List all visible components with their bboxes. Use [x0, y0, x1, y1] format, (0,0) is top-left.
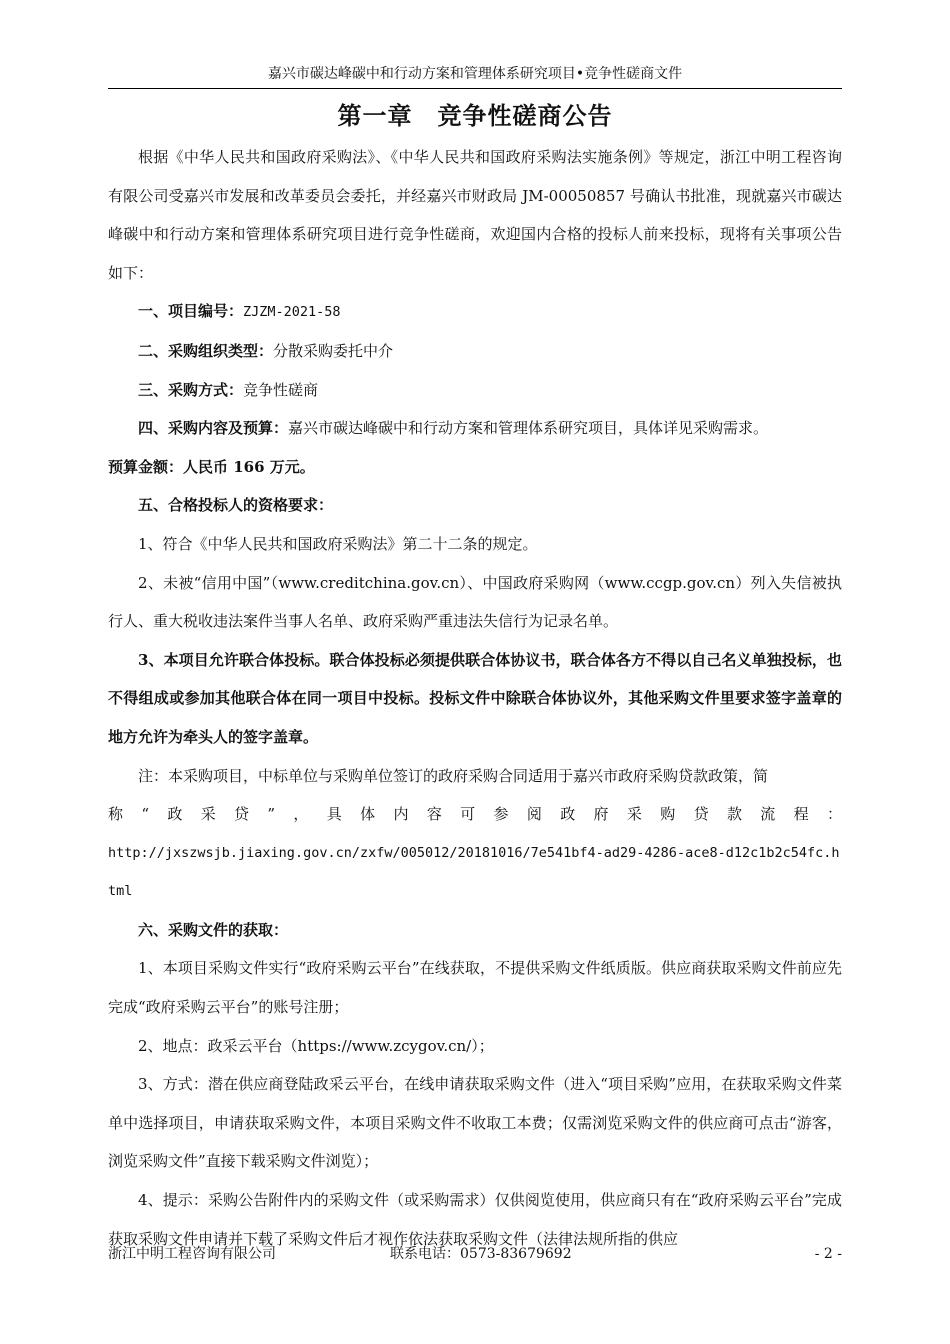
item-label: 一、项目编号： [138, 302, 244, 321]
acquisition-3: 3、方式：潜在供应商登陆政采云平台，在线申请获取采购文件（进入“项目采购”应用，在获取采购文件菜单中选择项目，申请获取采购文件，本项目采购文件不收取工本费；仅需浏览采购文件的供应商可点击“游客，浏览采购文件”直接下载采购文件浏览）； [108, 1075, 842, 1171]
loan-process-url: http://jxszwsjb.jiaxing.gov.cn/zxfw/005012/20181016/7e541bf4-ad29-4286-ace8-d12c1b2c54fc.html [108, 844, 840, 900]
footer-phone: 联系电话：0573-83679692 [390, 1246, 572, 1262]
item-value: ZJZM-2021-58 [243, 304, 341, 321]
footer-company: 浙江中明工程咨询有限公司 [108, 1246, 276, 1262]
item-label: 四、采购内容及预算： [138, 419, 289, 438]
acquisition-4: 4、提示：采购公告附件内的采购文件（或采购需求）仅供阅览使用，供应商只有在“政府采购云平台”完成获取采购文件申请并下载了采购文件后才视作依法获取采购文件（法律法规所指的供应 [108, 1191, 842, 1248]
item-value: 分散采购委托中介 [273, 341, 394, 360]
budget-line: 预算金额：人民币 166 万元。 [108, 457, 315, 476]
page-number: - 2 - [814, 1246, 842, 1262]
running-footer [108, 1242, 842, 1266]
item-value: 竞争性磋商 [243, 380, 319, 399]
qualification-heading: 五、合格投标人的资格要求： [138, 496, 334, 515]
document-body [108, 138, 842, 1258]
item-label: 三、采购方式： [138, 380, 244, 399]
acquisition-2: 2、地点：政采云平台（https://www.zcygov.cn/）； [138, 1036, 494, 1055]
qualification-1: 1、符合《中华人民共和国政府采购法》第二十二条的规定。 [138, 534, 538, 553]
item-value: 嘉兴市碳达峰碳中和行动方案和管理体系研究项目，具体详见采购需求。 [288, 419, 769, 438]
note-line-1: 注：本采购项目，中标单位与采购单位签订的政府采购合同适用于嘉兴市政府采购贷款政策，简 [138, 766, 769, 785]
acquisition-1: 1、本项目采购文件实行“政府采购云平台”在线获取，不提供采购文件纸质版。供应商获取采购文件前应先完成“政府采购云平台”的账号注册； [108, 959, 842, 1017]
header-rule [108, 88, 842, 89]
running-header: 嘉兴市碳达峰碳中和行动方案和管理体系研究项目•竞争性磋商文件 [267, 66, 683, 82]
qualification-3: 3、本项目允许联合体投标。联合体投标必须提供联合体协议书，联合体各方不得以自己名义单独投标，也不得组成或参加其他联合体在同一项目中投标。投标文件中除联合体协议外，其他采购文件里要求签字盖章的地方允许为牵头人的签字盖章。 [108, 650, 842, 746]
qualification-2: 2、未被“信用中国”（www.creditchina.gov.cn）、中国政府采购网（www.ccgp.gov.cn）列入失信被执行人、重大税收违法案件当事人名单、政府采购严重违法失信行为记录名单。 [108, 573, 842, 631]
item-content [108, 409, 842, 448]
item-project-no [108, 292, 842, 332]
acquisition-heading: 六、采购文件的获取： [138, 920, 289, 939]
note-line-2: 称“政采贷”，具体内容可参阅政府采购贷款流程： [108, 805, 842, 824]
item-label: 二、采购组织类型： [138, 341, 274, 360]
item-org-type [108, 332, 842, 371]
intro-paragraph: 根据《中华人民共和国政府采购法》、《中华人民共和国政府采购法实施条例》等规定，浙江中明工程咨询有限公司受嘉兴市发展和改革委员会委托，并经嘉兴市财政局 JM-00050857 号确认书批准，现就嘉兴市碳达峰碳中和行动方案和管理体系研究项目进行竞争性磋商，欢迎国内合格的投标人前来投标，现将有关事项公告如下： [108, 148, 842, 282]
item-method [108, 371, 842, 410]
chapter-title: 第一章 竞争性磋商公告 [337, 101, 613, 130]
